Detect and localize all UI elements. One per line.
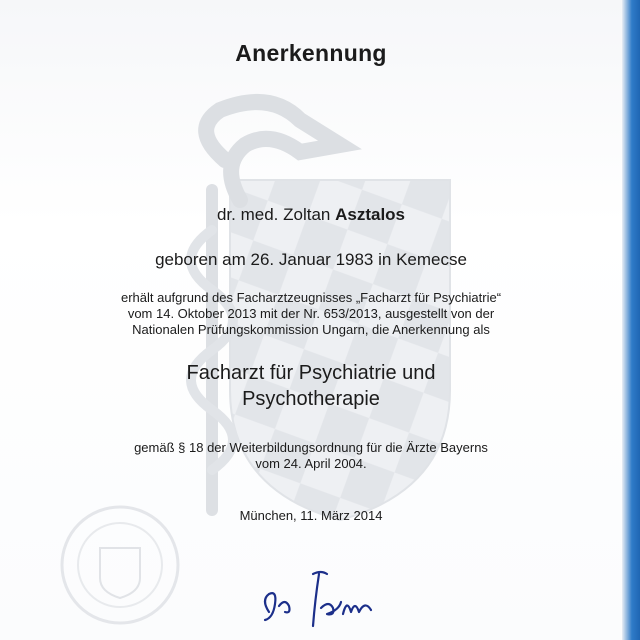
recipient-name bbox=[0, 205, 622, 225]
legal-basis bbox=[0, 440, 622, 472]
specialty-line: Facharzt für Psychiatrie und bbox=[186, 362, 436, 384]
specialty-title bbox=[0, 360, 622, 412]
basis-line: gemäß § 18 der Weiterbildungsordnung für die Ärzte Bayerns bbox=[134, 440, 488, 455]
specialty-line: Psychotherapie bbox=[242, 388, 380, 410]
signature-icon bbox=[255, 560, 385, 640]
paragraph-line: vom 14. Oktober 2013 mit der Nr. 653/2013, ausgestellt von der bbox=[127, 306, 495, 321]
place-date: München, 11. März 2014 bbox=[239, 508, 383, 523]
certificate-title: Anerkennung bbox=[235, 40, 387, 66]
name-surname: Asztalos bbox=[335, 205, 406, 224]
birth-line: geboren am 26. Januar 1983 in Kemecse bbox=[155, 250, 467, 269]
basis-line: vom 24. April 2004. bbox=[255, 456, 367, 471]
page-edge-strip bbox=[622, 0, 640, 640]
name-prefix: dr. med. Zoltan bbox=[216, 205, 331, 224]
paragraph-line: Nationalen Prüfungskommission Ungarn, die Anerkennung als bbox=[132, 322, 490, 337]
paragraph-line: erhält aufgrund des Facharztzeugnisses „Facharzt für Psychiatrie“ bbox=[120, 290, 502, 305]
recognition-paragraph bbox=[0, 290, 622, 338]
